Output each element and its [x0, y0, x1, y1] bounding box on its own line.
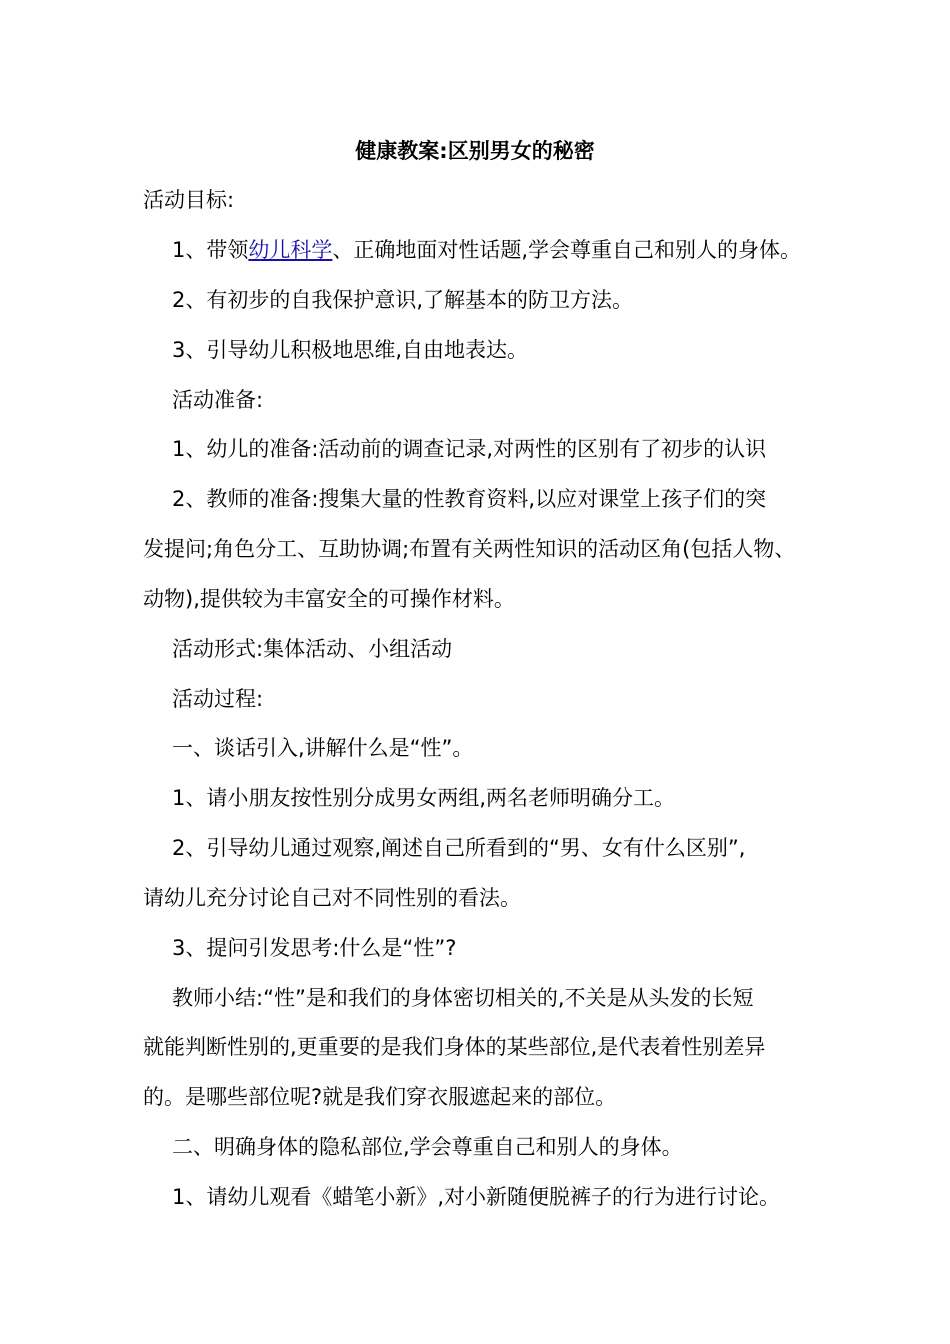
section-heading-format: 活动形式:集体活动、小组活动 [172, 637, 453, 661]
paragraph-prep-2-line-1: 2、教师的准备:搜集大量的性教育资料,以应对课堂上孩子们的突 [172, 487, 767, 511]
paragraph-step-2-1: 1、请幼儿观看《蜡笔小新》,对小新随便脱裤子的行为进行讨论。 [172, 1185, 781, 1209]
paragraph-summary-line-3: 的。是哪些部位呢?就是我们穿衣服遮起来的部位。 [143, 1085, 617, 1109]
paragraph-step-1-3: 3、提问引发思考:什么是“性”? [172, 936, 457, 960]
section-heading-preparation: 活动准备: [172, 388, 264, 412]
goal-1-prefix: 1、带领 [172, 238, 249, 262]
document-title: 健康教案:区别男女的秘密 [355, 139, 595, 163]
paragraph-step-1: 一、谈话引入,讲解什么是“性”。 [172, 736, 474, 760]
paragraph-step-1-1: 1、请小朋友按性别分成男女两组,两名老师明确分工。 [172, 786, 676, 810]
paragraph-step-1-2-line-1: 2、引导幼儿通过观察,阐述自己所看到的“男、女有什么区别”, [172, 836, 746, 860]
paragraph-goal-3: 3、引导幼儿积极地思维,自由地表达。 [172, 338, 529, 362]
goal-1-suffix: 、正确地面对性话题,学会尊重自己和别人的身体。 [332, 238, 802, 262]
link-youer-kexue[interactable]: 幼儿科学 [248, 238, 333, 262]
paragraph-summary-line-2: 就能判断性别的,更重要的是我们身体的某些部位,是代表着性别差异 [143, 1035, 766, 1059]
paragraph-prep-1: 1、幼儿的准备:活动前的调查记录,对两性的区别有了初步的认识 [172, 437, 767, 461]
paragraph-summary-line-1: 教师小结:“性”是和我们的身体密切相关的,不关是从头发的长短 [172, 986, 754, 1010]
paragraph-goal-2: 2、有初步的自我保护意识,了解基本的防卫方法。 [172, 288, 634, 312]
paragraph-prep-2-line-2: 发提问;角色分工、互助协调;布置有关两性知识的活动区角(包括人物、 [143, 537, 796, 561]
paragraph-step-1-2-line-2: 请幼儿充分讨论自己对不同性别的看法。 [143, 886, 521, 910]
section-heading-goals: 活动目标: [143, 188, 235, 212]
paragraph-step-2: 二、明确身体的隐私部位,学会尊重自己和别人的身体。 [172, 1135, 683, 1159]
paragraph-prep-2-line-3: 动物),提供较为丰富安全的可操作材料。 [143, 587, 515, 611]
section-heading-process: 活动过程: [172, 687, 264, 711]
paragraph-goal-1 [172, 233, 801, 267]
